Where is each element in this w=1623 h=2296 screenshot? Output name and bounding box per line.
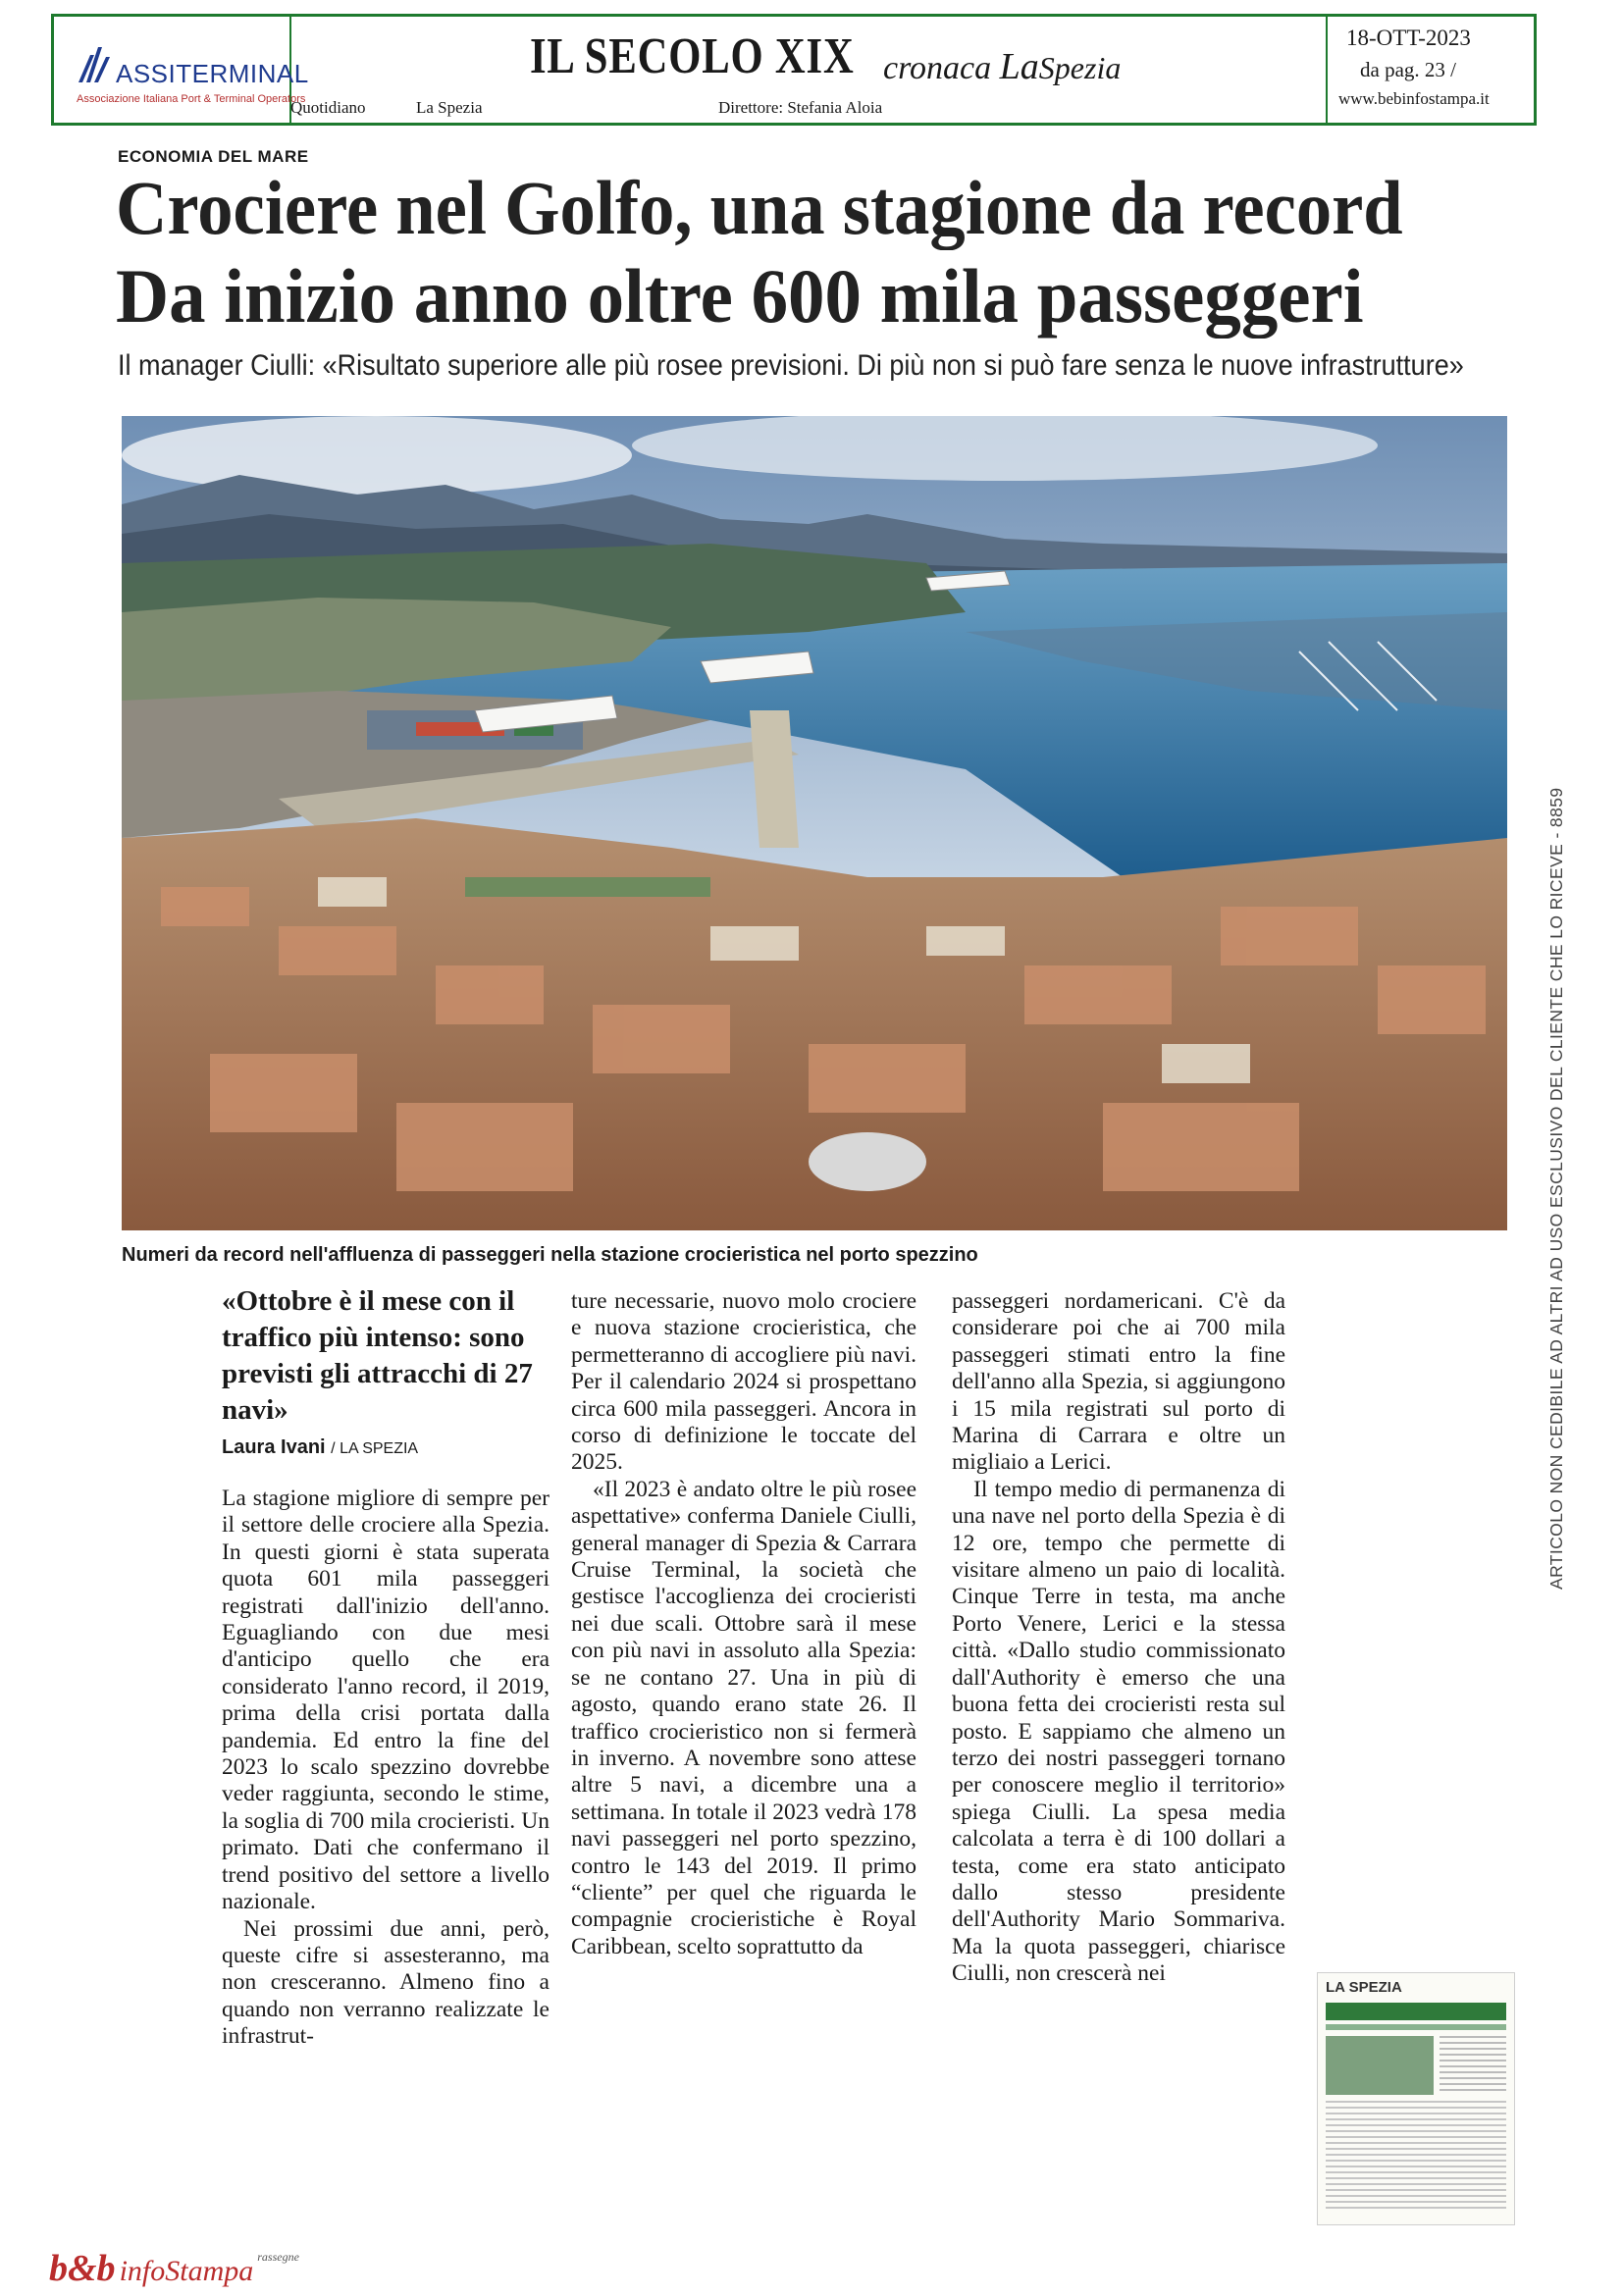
- agency-name: infoStampa: [119, 2255, 254, 2287]
- agency-logo: [49, 2247, 299, 2290]
- section-kicker: ECONOMIA DEL MARE: [118, 147, 309, 166]
- director: Direttore: Stefania Aloia: [718, 98, 883, 117]
- page-reference: da pag. 23 /: [1360, 58, 1456, 81]
- logo-subtitle: Associazione Italiana Port & Terminal Operators: [77, 93, 306, 105]
- article-column-3: [952, 1288, 1285, 1988]
- thumbnail-text-block: [1440, 2036, 1506, 2095]
- byline: [222, 1436, 418, 1459]
- newspaper-title: IL SECOLO XIX: [530, 28, 855, 84]
- paragraph: Il tempo medio di permanenza di una nave nel porto della Spezia è di 12 ore, tempo che permette di visitare almeno un paio di località. Cinque Terre in testa, ma anche Porto Venere, Lerici e la stessa città. «Dallo studio commissionato dall'Authority è emerso che una buona fetta dei crocieristi resta sul posto. E sappiamo che almeno un terzo dei nostri passeggeri tornano per conoscere meglio il territorio» spiega Ciulli. La spesa media calcolata a terra è di 100 dollari a testa, come era stato anticipato dallo stesso presidente dell'Authority Mario Sommariva. Ma la quota passeggeri, chiarisce Ciulli, non crescerà nei: [952, 1476, 1285, 1987]
- article-column-2: [571, 1288, 916, 1960]
- masthead-divider: [1326, 17, 1328, 123]
- author-location: / LA SPEZIA: [331, 1440, 419, 1457]
- edition-label: [883, 45, 1121, 88]
- publication-date: 18-OTT-2023: [1346, 26, 1471, 50]
- thumbnail-text-block: [1326, 2101, 1506, 2209]
- paragraph: passeggeri nordamericani. C'è da considerare poi che ai 700 mila passeggeri stimati entro la fine dell'anno alla Spezia, si aggiungono i 15 mila registrati sul porto di Marina di Carrara e oltre un migliaio a Lerici.: [952, 1288, 1285, 1476]
- website: www.bebinfostampa.it: [1338, 89, 1490, 108]
- paragraph: Nei prossimi due anni, però, queste cifre si assesteranno, ma non cresceranno. Almeno fino a quando non verranno realizzate le infrastrut-: [222, 1915, 550, 2050]
- thumbnail-section: LA SPEZIA: [1326, 1979, 1402, 1996]
- headline: Crociere nel Golfo, una stagione da record: [116, 165, 1403, 250]
- copyright-side-note: ARTICOLO NON CEDIBILE AD ALTRI AD USO ESCLUSIVO DEL CLIENTE CHE LO RICEVE - 8859: [1546, 787, 1566, 1590]
- author-name: Laura Ivani: [222, 1436, 326, 1458]
- logo-name: ASSITERMINAL: [116, 59, 309, 88]
- assiterminal-logo-icon: [77, 43, 114, 86]
- paragraph: «Il 2023 è andato oltre le più rosee aspettative» conferma Daniele Ciulli, general manager di Spezia & Carrara Cruise Terminal, la società che gestisce l'accoglienza dei crocieristi nei due scali. Ottobre sarà il mese con più navi in assoluto alla Spezia: se ne contano 27. Una in più di agosto, quando erano state 26. Il traffico crocieristico non si fermerà in inverno. A novembre sono attese altre 5 navi, a dicembre una a settimana. In totale il 2023 vedrà 178 navi passeggeri nel porto spezzino, contro le 143 del 2019. Il primo “cliente” per quel che riguarda le compagnie crocieristiche è Royal Caribbean, scelto soprattutto da: [571, 1476, 916, 1959]
- headline-second-line: Da inizio anno oltre 600 mila passeggeri: [116, 253, 1364, 339]
- page-thumbnail: [1317, 1972, 1515, 2225]
- frequency: Quotidiano: [290, 98, 366, 117]
- edition-city-b: Spezia: [1038, 50, 1122, 85]
- pull-quote: «Ottobre è il mese con il traffico più intenso: sono previsti gli attracchi di 27 navi»: [222, 1285, 533, 1426]
- edition-city-a: La: [999, 46, 1039, 87]
- agency-tag: rassegne: [257, 2250, 299, 2264]
- thumbnail-headline-bar: [1326, 2003, 1506, 2020]
- paragraph: La stagione migliore di sempre per il settore delle crociere alla Spezia. In questi giorni è stata superata quota 601 mila passeggeri registrati dall'inizio dell'anno. Eguagliando con due mesi d'anticipo quello che era considerato l'anno record, il 2019, prima della crisi portata dalla pandemia. Ed entro la fine del 2023 lo scalo spezzino dovrebbe veder raggiunta, secondo le stime, la soglia di 700 mila crocieristi. Un primato. Dati che confermano il trend positivo del settore a livello nazionale.: [222, 1486, 550, 1915]
- edition-prefix: cronaca: [883, 50, 992, 86]
- subheadline: Il manager Ciulli: «Risultato superiore alle più rosee previsioni. Di più non si può fare senza le nuove infrastrutture»: [118, 349, 1464, 382]
- agency-mark: b&b: [49, 2248, 116, 2289]
- place: La Spezia: [416, 98, 483, 117]
- photo-caption: Numeri da record nell'affluenza di passeggeri nella stazione crocieristica nel porto spezzino: [122, 1244, 978, 1266]
- thumbnail-subhead-bar: [1326, 2024, 1506, 2030]
- harbor-aerial-photo: [122, 416, 1507, 1230]
- article-column-1: [222, 1486, 550, 2051]
- thumbnail-photo: [1326, 2036, 1434, 2095]
- paragraph: ture necessarie, nuovo molo crociere e nuova stazione crocieristica, che permetteranno di accogliere più navi. Per il calendario 2024 si prospettano circa 600 mila passeggeri. Ancora in corso di definizione le toccate del 2025.: [571, 1288, 916, 1476]
